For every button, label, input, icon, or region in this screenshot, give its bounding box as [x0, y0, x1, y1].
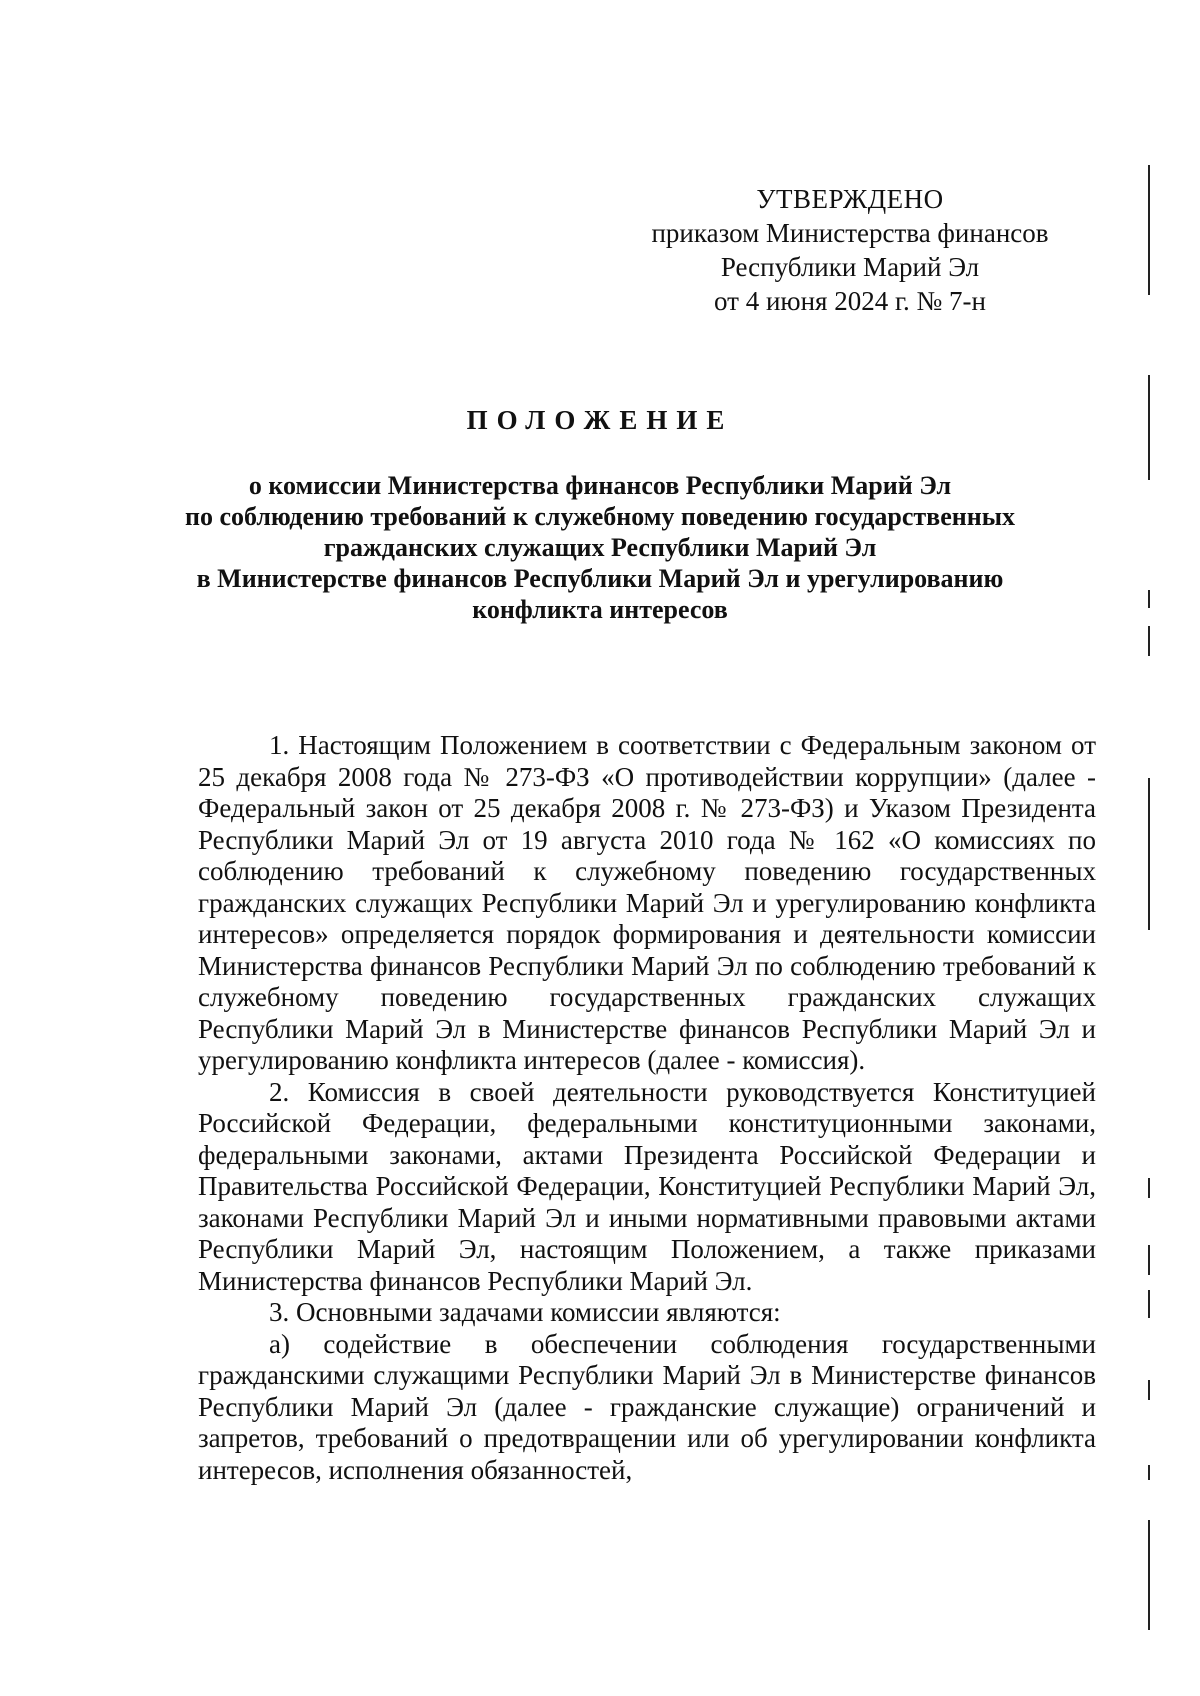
scan-edge-mark [1148, 375, 1150, 480]
subtitle-line-1: о комиссии Министерства финансов Республики Марий Эл [248, 471, 952, 500]
paragraph-3: 3. Основными задачами комиссии являются: [269, 1297, 781, 1327]
paragraph-1: 1. Настоящим Положением в соответствии с Федеральным законом от 25 декабря 2008 года № 273-ФЗ «О противодействии коррупции» (далее - Федеральный закон от 25 декабря 2008 г. № 273-ФЗ) и Указом Президента Республики Марий Эл от 19 августа 2010 года № 162 «О комиссиях по соблюдению требований к служебному поведению государственных гражданских служащих Республики Марий Эл и урегулированию конфликта интересов» определяется порядок формирования и деятельности комиссии Министерства финансов Республики Марий Эл по соблюдению требований к служебному поведению государственных гражданских служащих Республики Марий Эл в Министерстве финансов Республики Марий Эл и урегулированию конфликта интересов (далее - комиссия). [198, 730, 1096, 1075]
approval-title: УТВЕРЖДЕНО [756, 184, 944, 214]
scan-edge-mark [1148, 1380, 1150, 1400]
scan-edge-mark [1148, 1245, 1150, 1275]
approval-order-line: приказом Министерства финансов [651, 218, 1049, 248]
scan-edge-mark [1148, 1290, 1150, 1318]
subtitle-line-3: гражданских служащих Республики Марий Эл [323, 533, 877, 562]
scan-edge-mark [1148, 1520, 1150, 1630]
approval-republic-line: Республики Марий Эл [720, 252, 980, 282]
subtitle-line-2: по соблюдению требований к служебному поведению государственных [184, 502, 1016, 531]
scan-edge-mark [1148, 590, 1150, 608]
scan-edge-mark [1148, 778, 1150, 930]
scan-edge-mark [1148, 1178, 1150, 1198]
document-body [198, 730, 1096, 1486]
document-subtitle [150, 470, 1050, 625]
paragraph-2: 2. Комиссия в своей деятельности руководствуется Конституцией Российской Федерации, федеральными конституционными законами, федеральными законами, актами Президента Российской Федерации и Правительства Российской Федерации, Конституцией Республики Марий Эл, законами Республики Марий Эл и иными нормативными правовыми актами Республики Марий Эл, настоящим Положением, а также приказами Министерства финансов Республики Марий Эл. [198, 1076, 1096, 1296]
scan-edge-mark [1148, 165, 1150, 295]
approval-date-line: от 4 июня 2024 г. № 7-н [714, 286, 986, 316]
scan-edge-mark [1148, 626, 1150, 656]
document-title: ПОЛОЖЕНИЕ [466, 405, 734, 435]
scan-edge-mark [1148, 1465, 1150, 1480]
paragraph-3a: а) содействие в обеспечении соблюдения государственными гражданскими служащими Республики Марий Эл в Министерстве финансов Республики Марий Эл (далее - гражданские служащие) ограничений и запретов, требований о предотвращении или об урегулировании конфликта интересов, исполнения обязанностей, [198, 1328, 1096, 1485]
approval-stamp [600, 182, 1100, 318]
subtitle-line-5: конфликта интересов [472, 595, 728, 624]
subtitle-line-4: в Министерстве финансов Республики Марий Эл и урегулированию [196, 564, 1004, 593]
